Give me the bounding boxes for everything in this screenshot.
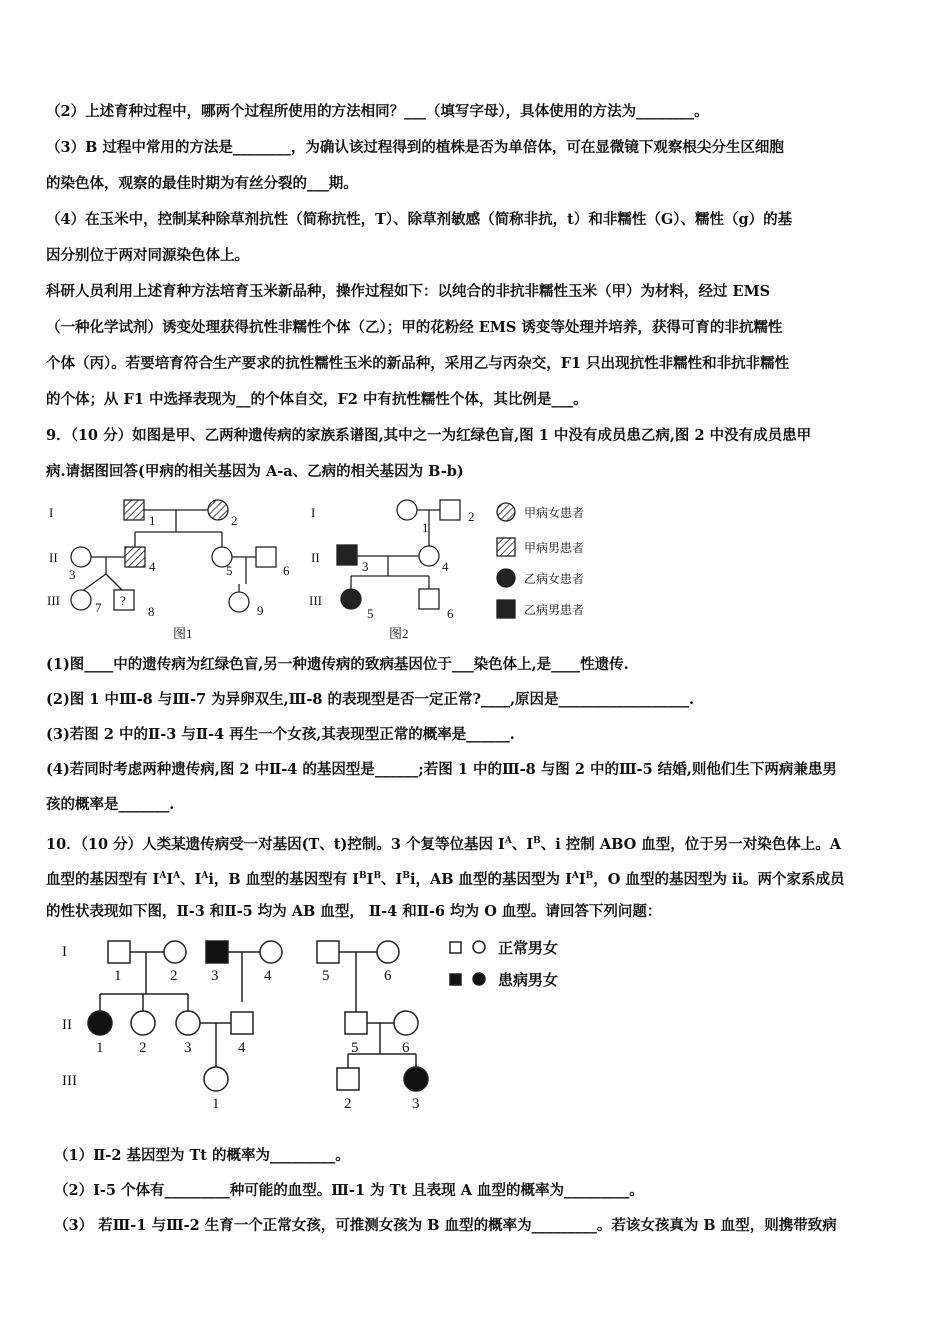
f2-II3-male-affected-b <box>337 545 357 565</box>
svg-text:3: 3 <box>69 567 76 582</box>
svg-text:患病男女: 患病男女 <box>498 971 559 989</box>
svg-text:图1: 图1 <box>173 626 193 641</box>
f2-II4-female <box>419 546 439 566</box>
q10-sub1: （1）Ⅱ-2 基因型为 Tt 的概率为_________。 <box>54 1147 350 1164</box>
f1-III7-female <box>71 590 91 610</box>
famA-II3-female <box>176 1011 200 1035</box>
svg-text:III: III <box>47 593 60 608</box>
svg-text:3: 3 <box>362 559 369 574</box>
svg-text:9: 9 <box>257 603 264 618</box>
q8-procedure-1: 科研人员利用上述育种方法培育玉米新品种，操作过程如下：以纯合的非抗非糯性玉米（甲）为材料，经过 EMS <box>46 283 771 300</box>
famA-II4-male <box>231 1012 253 1034</box>
f2-III5-female-affected-b <box>341 589 361 609</box>
svg-text:I: I <box>311 505 316 520</box>
svg-text:6: 6 <box>447 606 454 621</box>
f1-II6-male <box>256 547 276 567</box>
svg-text:2: 2 <box>344 1096 352 1112</box>
svg-text:6: 6 <box>402 1040 410 1056</box>
f1-II3-female <box>71 547 91 567</box>
q9-sub2: (2)图 1 中Ⅲ-8 与Ⅲ-7 为异卵双生,Ⅲ-8 的表现型是否一定正常?____,原因是__________________. <box>46 691 695 708</box>
f1-III9-female <box>229 592 249 612</box>
f2-III6-male <box>419 589 439 609</box>
svg-text:6: 6 <box>384 968 392 984</box>
q8-procedure-3: 个体（丙）。若要培育符合生产要求的抗性糯性玉米的新品种，采用乙与丙杂交，F1 只出现抗性非糯性和非抗非糯性 <box>46 355 790 372</box>
f1-I1-male-affected-a <box>124 500 144 520</box>
svg-text:乙病男患者: 乙病男患者 <box>524 603 585 617</box>
svg-text:5: 5 <box>226 563 233 578</box>
q8-part4: （4）在玉米中，控制某种除草剂抗性（简称抗性，T）、除草剂敏感（简称非抗，t）和非糯性（G）、糯性（g）的基 <box>46 211 793 228</box>
famB-II6-female <box>394 1011 418 1035</box>
q10-stem-1: 10．（10 分）人类某遗传病受一对基因(T、t)控制。3 个复等位基因 $I^A$、$I^B$、i 控制 ABO 血型，位于另一对染色体上。A <box>46 835 842 853</box>
svg-text:2: 2 <box>170 968 178 984</box>
q8-part3-cont: 的染色体，观察的最佳时期为有丝分裂的___期。 <box>46 175 358 192</box>
q9-stem-1: 9．（10 分）如图是甲、乙两种遗传病的家族系谱图,其中之一为红绿色盲,图 1 中没有成员患乙病,图 2 中没有成员患甲 <box>46 427 812 444</box>
q9-sub4: (4)若同时考虑两种遗传病,图 2 中Ⅱ-4 的基因型是______;若图 1 中的Ⅲ-8 与图 2 中的Ⅲ-5 结婚,则他们生下两病兼患男 <box>46 761 837 778</box>
svg-text:5: 5 <box>351 1040 359 1056</box>
svg-text:1: 1 <box>212 1096 220 1112</box>
famA-I3-male-affected <box>206 941 228 963</box>
svg-text:5: 5 <box>367 606 374 621</box>
famB-I6-female <box>377 941 399 963</box>
svg-text:1: 1 <box>96 1040 104 1056</box>
famA-I1-male <box>108 941 130 963</box>
famB-III3-female-affected <box>404 1067 428 1091</box>
q8-part3: （3）B 过程中常用的方法是________，为确认该过程得到的植株是否为单倍体，可在显微镜下观察根尖分生区细胞 <box>46 139 784 156</box>
svg-text:1: 1 <box>149 513 156 528</box>
svg-text:I: I <box>49 505 54 520</box>
q8-procedure-2: （一种化学试剂）诱变处理获得抗性非糯性个体（乙）；甲的花粉经 EMS 诱变等处理并培养，获得可育的非抗糯性 <box>46 319 783 336</box>
legend-a-female-icon <box>497 503 515 521</box>
legend-b-female-icon <box>497 569 515 587</box>
q9-sub1: (1)图____中的遗传病为红绿色盲,另一种遗传病的致病基因位于___染色体上,是____性遗传. <box>46 656 629 673</box>
svg-text:2: 2 <box>139 1040 147 1056</box>
famA-II2-female <box>131 1011 155 1035</box>
f1-I2-female-affected-a <box>208 500 228 520</box>
svg-text:3: 3 <box>211 968 219 984</box>
svg-text:3: 3 <box>412 1096 420 1112</box>
svg-text:8: 8 <box>148 604 155 619</box>
famB-III2-male <box>337 1068 359 1090</box>
legend-a-male-icon <box>497 538 515 556</box>
svg-text:2: 2 <box>468 509 475 524</box>
svg-text:甲病女患者: 甲病女患者 <box>524 506 585 520</box>
legend-normal-male-icon <box>450 942 461 953</box>
svg-text:4: 4 <box>264 968 272 984</box>
legend-b-male-icon <box>497 600 515 618</box>
f2-I1-female <box>397 500 417 520</box>
svg-text:4: 4 <box>442 559 449 574</box>
svg-text:6: 6 <box>283 563 290 578</box>
famA-I2-female <box>164 941 186 963</box>
svg-text:1: 1 <box>422 520 429 535</box>
svg-text:?: ? <box>120 593 126 608</box>
svg-text:III: III <box>62 1073 77 1089</box>
svg-text:1: 1 <box>114 968 122 984</box>
svg-text:5: 5 <box>322 968 330 984</box>
q8-part2: （2）上述育种过程中，哪两个过程所使用的方法相同？___（填写字母），具体使用的方法为________。 <box>46 103 709 120</box>
svg-text:图2: 图2 <box>389 626 409 641</box>
legend-affected-male-icon <box>450 974 461 985</box>
svg-text:4: 4 <box>149 559 156 574</box>
f1-II4-male-affected-a <box>125 547 145 567</box>
svg-text:II: II <box>62 1017 72 1033</box>
q8-procedure-4: 的个体；从 F1 中选择表现为__的个体自交，F2 中有抗性糯性个体，其比例是___。 <box>46 391 588 408</box>
svg-text:乙病女患者: 乙病女患者 <box>524 572 585 586</box>
famA-II1-female-affected <box>88 1011 112 1035</box>
q10-sub3: （3） 若Ⅲ-1 与Ⅲ-2 生育一个正常女孩，可推测女孩为 B 血型的概率为_________。若该女孩真为 B 血型，则携带致病 <box>54 1217 837 1234</box>
q8-part4-cont: 因分别位于两对同源染色体上。 <box>46 247 249 264</box>
svg-text:正常男女: 正常男女 <box>498 939 559 957</box>
q9-pedigree-figure <box>40 492 610 644</box>
famA-I4-female <box>260 941 282 963</box>
svg-text:甲病男患者: 甲病男患者 <box>524 541 585 555</box>
q9-sub4-cont: 孩的概率是_______. <box>46 796 175 813</box>
legend-affected-female-icon <box>473 973 485 985</box>
q10-stem-2: 血型的基因型有 $I^AI^A$、$I^Ai$，B 血型的基因型有 $I^BI^B$、$I^Bi$，AB 血型的基因型为 $I^AI^B$，O 血型的基因型为 ii。两个家系成员 <box>46 870 845 888</box>
famB-I5-male <box>317 941 339 963</box>
svg-text:II: II <box>311 550 320 565</box>
svg-text:3: 3 <box>184 1040 192 1056</box>
f2-I2-male <box>440 500 460 520</box>
svg-text:7: 7 <box>95 600 102 615</box>
q10-sub2: （2）Ⅰ-5 个体有_________种可能的血型。Ⅲ-1 为 Tt 且表现 A 血型的概率为_________。 <box>54 1182 644 1199</box>
svg-text:2: 2 <box>231 513 238 528</box>
svg-text:I: I <box>62 944 67 960</box>
q9-sub3: (3)若图 2 中的Ⅱ-3 与Ⅱ-4 再生一个女孩,其表现型正常的概率是______. <box>46 726 515 743</box>
legend-normal-female-icon <box>473 941 485 953</box>
svg-text:4: 4 <box>238 1040 246 1056</box>
q9-stem-2: 病.请据图回答(甲病的相关基因为 A-a、乙病的相关基因为 B-b) <box>46 463 464 480</box>
svg-text:III: III <box>309 593 322 608</box>
famA-III1-female <box>204 1067 228 1091</box>
q10-stem-3: 的性状表现如下图，Ⅱ-3 和Ⅱ-5 均为 AB 血型， Ⅱ-4 和Ⅱ-6 均为 O 血型。请回答下列问题： <box>46 903 662 920</box>
svg-text:II: II <box>49 550 58 565</box>
famB-II5-male <box>345 1012 367 1034</box>
q10-pedigree-figure <box>50 932 610 1117</box>
